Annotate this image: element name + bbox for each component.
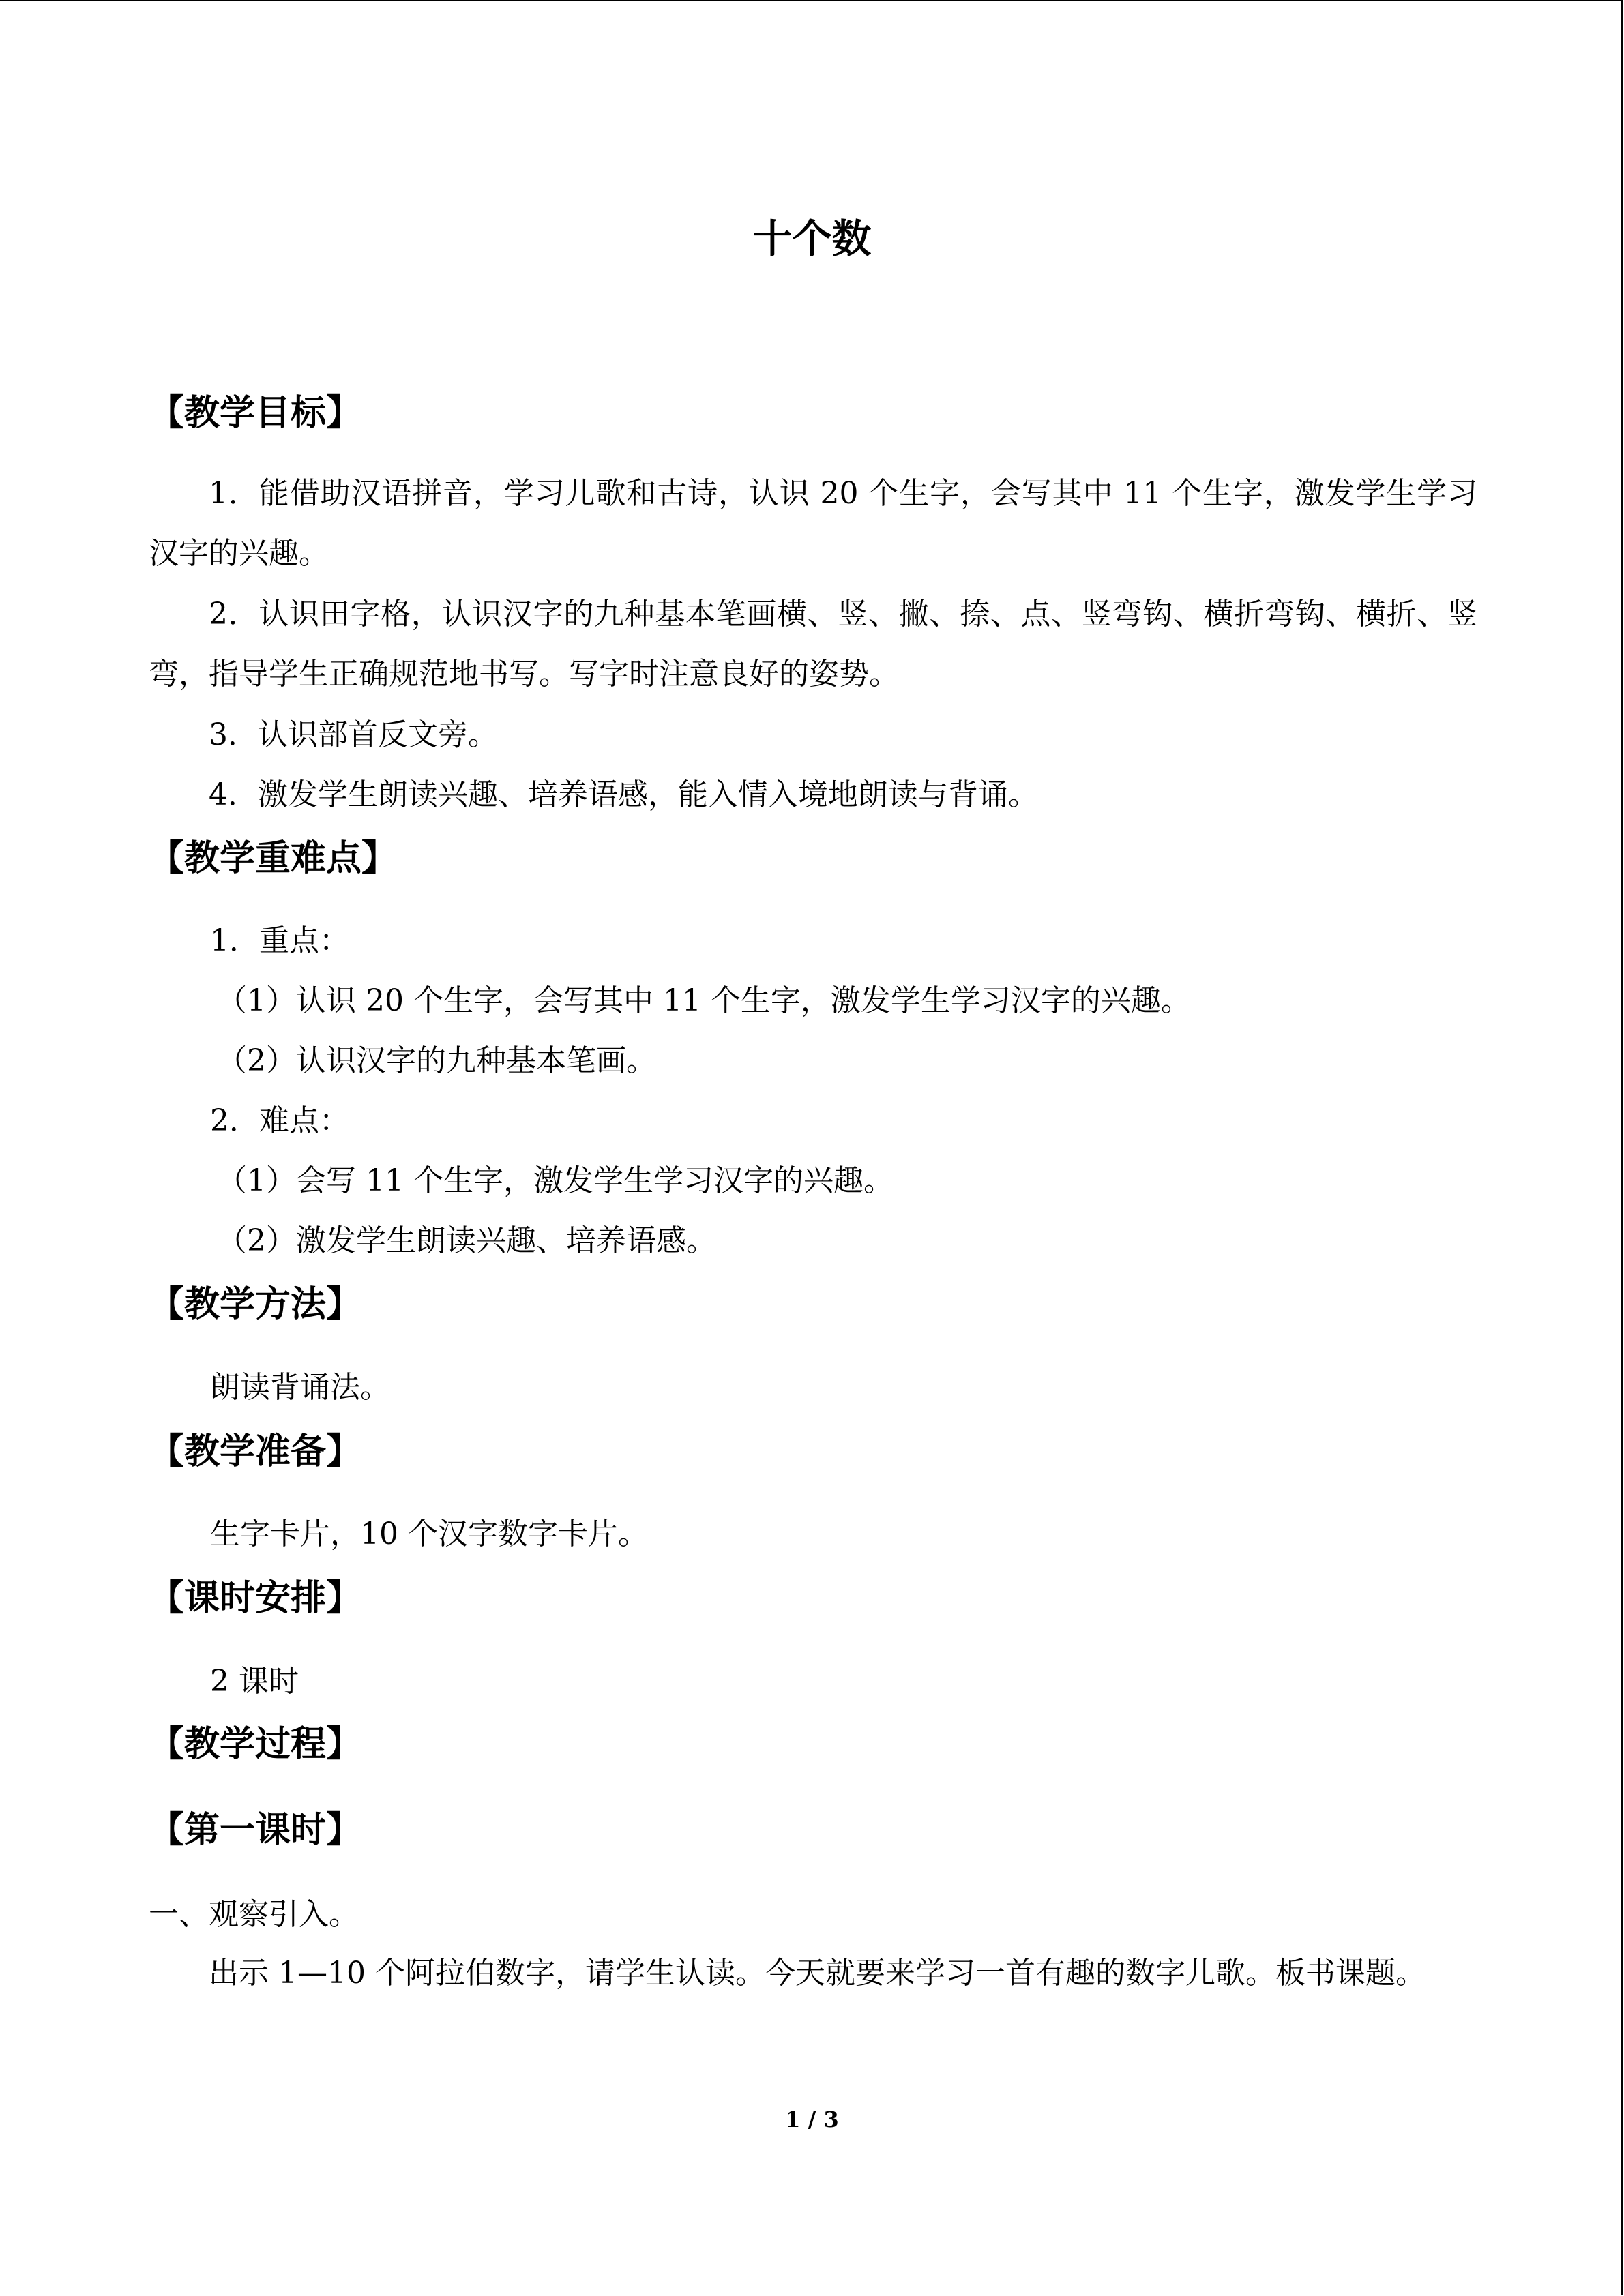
heading-preparation: 【教学准备】 bbox=[149, 1431, 362, 1472]
heading-schedule: 【课时安排】 bbox=[149, 1577, 362, 1619]
objective-item-2: 2．认识田字格，认识汉字的九种基本笔画横、竖、撇、捺、点、竖弯钩、横折弯钩、横折、竖弯，指导学生正确规范地书写。写字时注意良好的姿势。 bbox=[149, 597, 1477, 691]
difficulty-label: 2．难点： bbox=[210, 1103, 349, 1138]
difficulty-item-2: （2）激发学生朗读兴趣、培养语感。 bbox=[217, 1223, 716, 1258]
heading-methods: 【教学方法】 bbox=[149, 1283, 362, 1325]
focus-label: 1．重点： bbox=[210, 923, 349, 958]
focus-item-1: （1）认识 20 个生字，会写其中 11 个生字，激发学生学习汉字的兴趣。 bbox=[217, 983, 1191, 1018]
focus-item-2: （2）认识汉字的九种基本笔画。 bbox=[217, 1043, 656, 1078]
heading-first-lesson: 【第一课时】 bbox=[149, 1809, 362, 1851]
methods-text: 朗读背诵法。 bbox=[210, 1370, 390, 1405]
step-text: 出示 1—10 个阿拉伯数字，请学生认读。今天就要来学习一首有趣的数字儿歌。板书课题。 bbox=[209, 1956, 1426, 1991]
objective-item-3: 3．认识部首反文旁。 bbox=[209, 717, 498, 752]
heading-process: 【教学过程】 bbox=[149, 1723, 362, 1765]
preparation-text: 生字卡片，10 个汉字数字卡片。 bbox=[210, 1517, 648, 1551]
difficulty-item-1: （1）会写 11 个生字，激发学生学习汉字的兴趣。 bbox=[217, 1163, 894, 1198]
document-title: 十个数 bbox=[752, 215, 872, 262]
step-title: 一、观察引入。 bbox=[149, 1897, 359, 1932]
objective-item-1: 1．能借助汉语拼音，学习儿歌和古诗，认识 20 个生字，会写其中 11 个生字，激发学生学习汉字的兴趣。 bbox=[149, 476, 1477, 571]
objective-item-4: 4．激发学生朗读兴趣、培养语感，能入情入境地朗读与背诵。 bbox=[209, 777, 1038, 812]
page-indicator: 1 / 3 bbox=[785, 2106, 839, 2132]
heading-objectives: 【教学目标】 bbox=[149, 392, 362, 434]
schedule-text: 2 课时 bbox=[210, 1664, 299, 1699]
heading-key-points: 【教学重难点】 bbox=[149, 837, 398, 879]
